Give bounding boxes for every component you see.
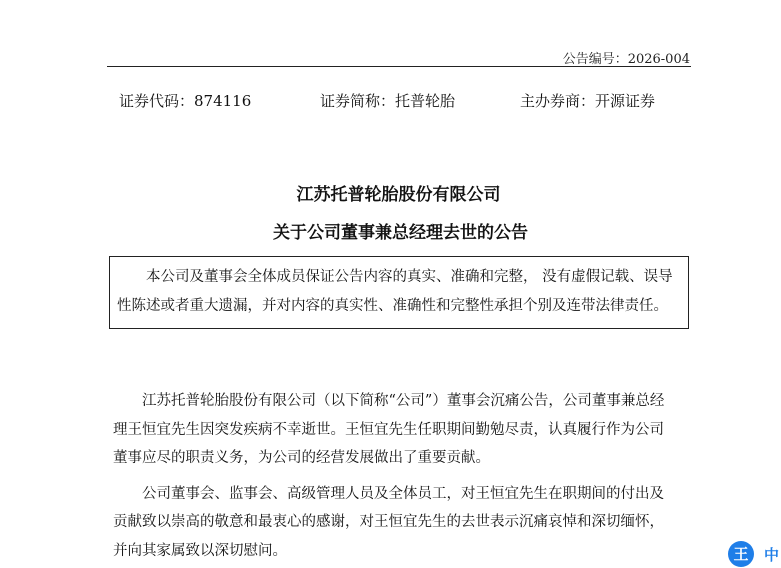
language-indicator[interactable]: 中 [764,546,780,564]
announcement-body [113,387,673,565]
announcement-number: 公告编号：2026-004 [562,52,690,67]
stock-abbreviation: 证券简称：托普轮胎 [320,92,456,110]
statement-box [109,256,689,329]
input-method-widget[interactable] [728,538,781,568]
stock-code: 证券代码：874116 [119,92,252,110]
body-paragraph-1: 江苏托普轮胎股份有限公司（以下简称“公司”）董事会沉痛公告，公司董事兼总经理王恒宜先生因突发疾病不幸逝世。王恒宜先生任职期间勤勉尽责，认真履行作为公司董事应尽的职责义务，为公司的经营发展做出了重要贡献。 [113,393,665,466]
body-paragraph-2: 公司董事会、监事会、高级管理人员及全体员工，对王恒宜先生在职期间的付出及贡献致以崇高的敬意和最衷心的感谢，对王恒宜先生的去世表示沉痛哀悼和深切缅怀，并向其家属致以深切慰问。 [113,485,664,559]
company-title: 江苏托普轮胎股份有限公司 [296,185,501,205]
announcement-title: 关于公司董事兼总经理去世的公告 [273,223,528,243]
header-divider [107,66,691,67]
sponsor-broker: 主办券商：开源证券 [520,92,656,110]
statement-text: 本公司及董事会全体成员保证公告内容的真实、准确和完整， 没有虚假记载、误导性陈述或者重大遗漏，并对内容的真实性、准确性和完整性承担个别及连带法律责任。 [117,269,673,314]
input-method-icon[interactable]: 王 [728,541,754,567]
